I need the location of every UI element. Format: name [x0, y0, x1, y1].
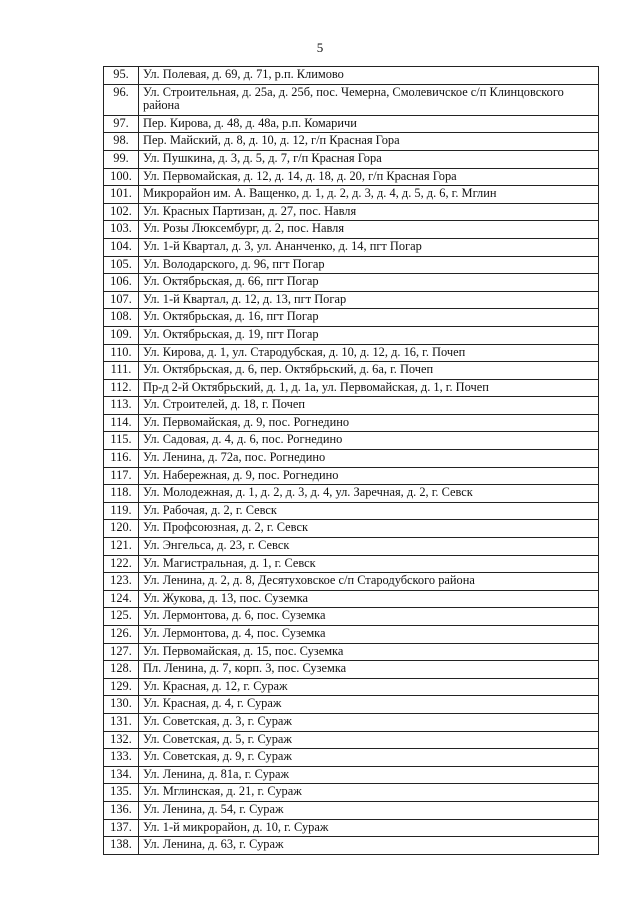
row-address: Ул. Советская, д. 5, г. Сураж: [139, 731, 599, 749]
row-address: Ул. Кирова, д. 1, ул. Стародубская, д. 10, д. 12, д. 16, г. Почеп: [139, 344, 599, 362]
row-number: 120.: [104, 520, 139, 538]
row-number: 101.: [104, 186, 139, 204]
row-address: Ул. Советская, д. 9, г. Сураж: [139, 749, 599, 767]
row-address: Ул. Советская, д. 3, г. Сураж: [139, 713, 599, 731]
table-row: [104, 538, 599, 556]
table-row: [104, 713, 599, 731]
row-number: 131.: [104, 713, 139, 731]
row-number: 129.: [104, 678, 139, 696]
table-row: [104, 238, 599, 256]
row-address: Ул. Рабочая, д. 2, г. Севск: [139, 502, 599, 520]
row-address: Ул. Ленина, д. 72а, пос. Рогнедино: [139, 450, 599, 468]
row-address: Ул. Первомайская, д. 15, пос. Суземка: [139, 643, 599, 661]
row-number: 106.: [104, 274, 139, 292]
table-row: [104, 186, 599, 204]
row-address: Ул. Строителей, д. 18, г. Почеп: [139, 397, 599, 415]
table-row: [104, 326, 599, 344]
row-number: 119.: [104, 502, 139, 520]
page-number: 5: [316, 40, 324, 55]
table-row: [104, 133, 599, 151]
table-row: [104, 362, 599, 380]
table-row: [104, 643, 599, 661]
row-address: Микрорайон им. А. Ващенко, д. 1, д. 2, д. 3, д. 4, д. 5, д. 6, г. Мглин: [139, 186, 599, 204]
row-address: Ул. Октябрьская, д. 6, пер. Октябрьский, д. 6а, г. Почеп: [139, 362, 599, 380]
row-address: Ул. Красных Партизан, д. 27, пос. Навля: [139, 203, 599, 221]
row-number: 102.: [104, 203, 139, 221]
row-number: 115.: [104, 432, 139, 450]
row-address: Ул. Жукова, д. 13, пос. Суземка: [139, 590, 599, 608]
row-number: 123.: [104, 573, 139, 591]
row-address: Пл. Ленина, д. 7, корп. 3, пос. Суземка: [139, 661, 599, 679]
row-number: 137.: [104, 819, 139, 837]
table-row: [104, 432, 599, 450]
row-address: Пр-д 2-й Октябрьский, д. 1, д. 1а, ул. Первомайская, д. 1, г. Почеп: [139, 379, 599, 397]
row-address: Ул. Октябрьская, д. 16, пгт Погар: [139, 309, 599, 327]
row-number: 114.: [104, 414, 139, 432]
row-address: Пер. Майский, д. 8, д. 10, д. 12, г/п Красная Гора: [139, 133, 599, 151]
address-table: [103, 66, 599, 855]
row-number: 99.: [104, 150, 139, 168]
table-row: [104, 203, 599, 221]
row-number: 105.: [104, 256, 139, 274]
row-address: Ул. Володарского, д. 96, пгт Погар: [139, 256, 599, 274]
row-address: Ул. Набережная, д. 9, пос. Рогнедино: [139, 467, 599, 485]
row-number: 124.: [104, 590, 139, 608]
row-number: 130.: [104, 696, 139, 714]
row-address: Ул. Строительная, д. 25а, д. 25б, пос. Чемерна, Смолевичское с/п Клинцовского района: [139, 84, 599, 115]
table-row: [104, 801, 599, 819]
row-address: Ул. Пушкина, д. 3, д. 5, д. 7, г/п Красная Гора: [139, 150, 599, 168]
row-address: Ул. Октябрьская, д. 19, пгт Погар: [139, 326, 599, 344]
table-row: [104, 115, 599, 133]
row-number: 122.: [104, 555, 139, 573]
row-address: Ул. Розы Люксембург, д. 2, пос. Навля: [139, 221, 599, 239]
row-address: Ул. Ленина, д. 63, г. Сураж: [139, 837, 599, 855]
row-address: Ул. Первомайская, д. 9, пос. Рогнедино: [139, 414, 599, 432]
row-number: 104.: [104, 238, 139, 256]
row-number: 128.: [104, 661, 139, 679]
table-row: [104, 291, 599, 309]
row-address: Ул. 1-й микрорайон, д. 10, г. Сураж: [139, 819, 599, 837]
row-number: 138.: [104, 837, 139, 855]
table-row: [104, 661, 599, 679]
row-address: Ул. Первомайская, д. 12, д. 14, д. 18, д. 20, г/п Красная Гора: [139, 168, 599, 186]
row-address: Ул. Октябрьская, д. 66, пгт Погар: [139, 274, 599, 292]
row-address: Ул. Ленина, д. 2, д. 8, Десятуховское с/п Стародубского района: [139, 573, 599, 591]
table-row: [104, 274, 599, 292]
row-address: Ул. Красная, д. 12, г. Сураж: [139, 678, 599, 696]
table-row: [104, 414, 599, 432]
row-number: 96.: [104, 84, 139, 115]
row-address: Пер. Кирова, д. 48, д. 48а, р.п. Комаричи: [139, 115, 599, 133]
row-number: 126.: [104, 626, 139, 644]
table-row: [104, 256, 599, 274]
table-row: [104, 573, 599, 591]
table-row: [104, 309, 599, 327]
row-number: 121.: [104, 538, 139, 556]
row-address: Ул. Ленина, д. 54, г. Сураж: [139, 801, 599, 819]
row-address: Ул. Молодежная, д. 1, д. 2, д. 3, д. 4, ул. Заречная, д. 2, г. Севск: [139, 485, 599, 503]
table-row: [104, 520, 599, 538]
row-number: 110.: [104, 344, 139, 362]
row-address: Ул. Магистральная, д. 1, г. Севск: [139, 555, 599, 573]
row-number: 100.: [104, 168, 139, 186]
row-number: 98.: [104, 133, 139, 151]
row-number: 136.: [104, 801, 139, 819]
row-number: 108.: [104, 309, 139, 327]
row-number: 109.: [104, 326, 139, 344]
table-row: [104, 696, 599, 714]
row-number: 116.: [104, 450, 139, 468]
row-number: 103.: [104, 221, 139, 239]
table-row: [104, 221, 599, 239]
table-row: [104, 379, 599, 397]
table-row: [104, 626, 599, 644]
table-row: [104, 678, 599, 696]
table-row: [104, 168, 599, 186]
row-address: Ул. Лермонтова, д. 6, пос. Суземка: [139, 608, 599, 626]
table-row: [104, 749, 599, 767]
row-number: 135.: [104, 784, 139, 802]
table-row: [104, 766, 599, 784]
table-row: [104, 397, 599, 415]
address-table-body: [104, 67, 599, 855]
row-number: 107.: [104, 291, 139, 309]
row-number: 125.: [104, 608, 139, 626]
row-address: Ул. Мглинская, д. 21, г. Сураж: [139, 784, 599, 802]
row-address: Ул. Профсоюзная, д. 2, г. Севск: [139, 520, 599, 538]
table-row: [104, 784, 599, 802]
row-address: Ул. 1-й Квартал, д. 12, д. 13, пгт Погар: [139, 291, 599, 309]
table-row: [104, 731, 599, 749]
table-row: [104, 450, 599, 468]
row-number: 113.: [104, 397, 139, 415]
table-row: [104, 590, 599, 608]
row-number: 127.: [104, 643, 139, 661]
row-number: 117.: [104, 467, 139, 485]
row-address: Ул. 1-й Квартал, д. 3, ул. Ананченко, д. 14, пгт Погар: [139, 238, 599, 256]
row-number: 97.: [104, 115, 139, 133]
row-address: Ул. Садовая, д. 4, д. 6, пос. Рогнедино: [139, 432, 599, 450]
table-row: [104, 84, 599, 115]
row-number: 118.: [104, 485, 139, 503]
row-number: 132.: [104, 731, 139, 749]
table-row: [104, 608, 599, 626]
row-number: 111.: [104, 362, 139, 380]
row-address: Ул. Ленина, д. 81а, г. Сураж: [139, 766, 599, 784]
table-row: [104, 485, 599, 503]
table-row: [104, 67, 599, 85]
table-row: [104, 837, 599, 855]
table-row: [104, 555, 599, 573]
row-number: 112.: [104, 379, 139, 397]
table-row: [104, 150, 599, 168]
table-row: [104, 467, 599, 485]
row-address: Ул. Лермонтова, д. 4, пос. Суземка: [139, 626, 599, 644]
row-address: Ул. Полевая, д. 69, д. 71, р.п. Климово: [139, 67, 599, 85]
table-row: [104, 502, 599, 520]
row-number: 134.: [104, 766, 139, 784]
table-row: [104, 819, 599, 837]
row-address: Ул. Красная, д. 4, г. Сураж: [139, 696, 599, 714]
table-row: [104, 344, 599, 362]
row-number: 133.: [104, 749, 139, 767]
row-address: Ул. Энгельса, д. 23, г. Севск: [139, 538, 599, 556]
row-number: 95.: [104, 67, 139, 85]
